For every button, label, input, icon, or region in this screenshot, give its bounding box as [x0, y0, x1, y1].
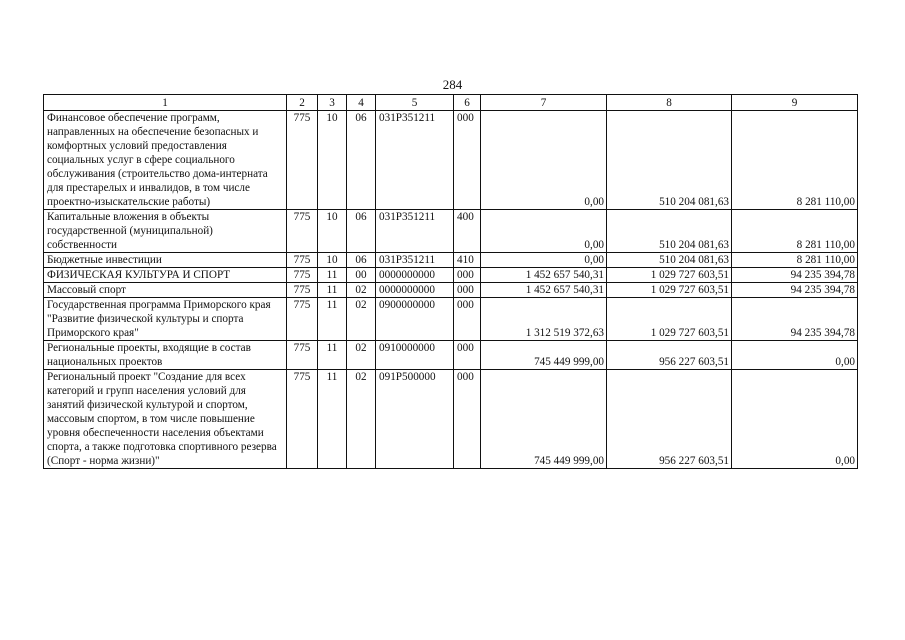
row-name: Государственная программа Приморского края "Развитие физической культуры и спорта Приморского края"	[44, 298, 287, 341]
cell-amount-9: 8 281 110,00	[732, 253, 858, 268]
column-header: 3	[318, 95, 347, 111]
cell-amount-8: 1 029 727 603,51	[607, 298, 732, 341]
row-name: Региональный проект "Создание для всех категорий и групп населения условий для занятий физической культурой и спортом, массовым спортом, в том числе повышение уровня обеспеченности населения объектами спорта, а также подготовка спортивного резерва (Спорт - норма жизни)"	[44, 370, 287, 469]
column-number-row	[44, 95, 858, 111]
cell-amount-9: 0,00	[732, 341, 858, 370]
cell-subsection-code: 02	[347, 341, 376, 370]
column-header: 7	[481, 95, 607, 111]
cell-section-code: 11	[318, 298, 347, 341]
cell-target-code: 031P351211	[376, 111, 454, 210]
row-name: Финансовое обеспечение программ, направленных на обеспечение безопасных и комфортных условий предоставления социальных услуг в сфере социального обслуживания (строительство дома-интерната для престарелых и инвалидов, в том числе проектно-изыскательские работы)	[44, 111, 287, 210]
cell-expense-type: 000	[454, 341, 481, 370]
cell-ministry-code: 775	[287, 253, 318, 268]
cell-amount-7: 745 449 999,00	[481, 341, 607, 370]
cell-amount-8: 956 227 603,51	[607, 370, 732, 469]
cell-expense-type: 400	[454, 210, 481, 253]
cell-amount-7: 0,00	[481, 111, 607, 210]
row-name: Капитальные вложения в объекты государственной (муниципальной) собственности	[44, 210, 287, 253]
cell-ministry-code: 775	[287, 298, 318, 341]
table-row	[44, 210, 858, 253]
row-name: Массовый спорт	[44, 283, 287, 298]
table-row	[44, 268, 858, 283]
cell-target-code: 091P500000	[376, 370, 454, 469]
cell-amount-9: 94 235 394,78	[732, 268, 858, 283]
cell-target-code: 0000000000	[376, 283, 454, 298]
cell-amount-7: 1 452 657 540,31	[481, 268, 607, 283]
cell-amount-8: 510 204 081,63	[607, 253, 732, 268]
cell-amount-7: 0,00	[481, 253, 607, 268]
row-name: ФИЗИЧЕСКАЯ КУЛЬТУРА И СПОРТ	[44, 268, 287, 283]
cell-amount-7: 0,00	[481, 210, 607, 253]
table-row	[44, 298, 858, 341]
table-row	[44, 111, 858, 210]
cell-section-code: 11	[318, 370, 347, 469]
cell-amount-8: 1 029 727 603,51	[607, 268, 732, 283]
cell-target-code: 0910000000	[376, 341, 454, 370]
column-header: 9	[732, 95, 858, 111]
cell-target-code: 031P351211	[376, 210, 454, 253]
column-header: 8	[607, 95, 732, 111]
cell-subsection-code: 02	[347, 370, 376, 469]
cell-amount-7: 745 449 999,00	[481, 370, 607, 469]
column-header: 5	[376, 95, 454, 111]
cell-subsection-code: 02	[347, 298, 376, 341]
row-name: Бюджетные инвестиции	[44, 253, 287, 268]
cell-ministry-code: 775	[287, 370, 318, 469]
cell-subsection-code: 06	[347, 210, 376, 253]
cell-ministry-code: 775	[287, 210, 318, 253]
cell-ministry-code: 775	[287, 341, 318, 370]
cell-amount-8: 510 204 081,63	[607, 210, 732, 253]
column-header: 2	[287, 95, 318, 111]
table-row	[44, 370, 858, 469]
cell-amount-9: 8 281 110,00	[732, 210, 858, 253]
row-name: Региональные проекты, входящие в состав национальных проектов	[44, 341, 287, 370]
cell-section-code: 10	[318, 210, 347, 253]
cell-amount-9: 0,00	[732, 370, 858, 469]
cell-amount-8: 510 204 081,63	[607, 111, 732, 210]
cell-section-code: 10	[318, 253, 347, 268]
cell-amount-7: 1 312 519 372,63	[481, 298, 607, 341]
cell-expense-type: 000	[454, 298, 481, 341]
cell-expense-type: 410	[454, 253, 481, 268]
cell-ministry-code: 775	[287, 268, 318, 283]
cell-amount-8: 956 227 603,51	[607, 341, 732, 370]
cell-expense-type: 000	[454, 111, 481, 210]
cell-target-code: 031P351211	[376, 253, 454, 268]
column-header: 6	[454, 95, 481, 111]
cell-amount-7: 1 452 657 540,31	[481, 283, 607, 298]
cell-section-code: 11	[318, 341, 347, 370]
cell-subsection-code: 06	[347, 111, 376, 210]
cell-subsection-code: 06	[347, 253, 376, 268]
cell-amount-9: 8 281 110,00	[732, 111, 858, 210]
column-header: 1	[44, 95, 287, 111]
table-row	[44, 283, 858, 298]
cell-section-code: 11	[318, 268, 347, 283]
cell-target-code: 0000000000	[376, 268, 454, 283]
cell-section-code: 10	[318, 111, 347, 210]
cell-expense-type: 000	[454, 370, 481, 469]
page-number: 284	[442, 77, 463, 92]
cell-expense-type: 000	[454, 283, 481, 298]
budget-table	[43, 94, 858, 469]
cell-subsection-code: 02	[347, 283, 376, 298]
cell-amount-8: 1 029 727 603,51	[607, 283, 732, 298]
cell-ministry-code: 775	[287, 111, 318, 210]
cell-amount-9: 94 235 394,78	[732, 298, 858, 341]
table-row	[44, 253, 858, 268]
table-row	[44, 341, 858, 370]
cell-target-code: 0900000000	[376, 298, 454, 341]
cell-ministry-code: 775	[287, 283, 318, 298]
cell-amount-9: 94 235 394,78	[732, 283, 858, 298]
cell-section-code: 11	[318, 283, 347, 298]
cell-subsection-code: 00	[347, 268, 376, 283]
cell-expense-type: 000	[454, 268, 481, 283]
column-header: 4	[347, 95, 376, 111]
